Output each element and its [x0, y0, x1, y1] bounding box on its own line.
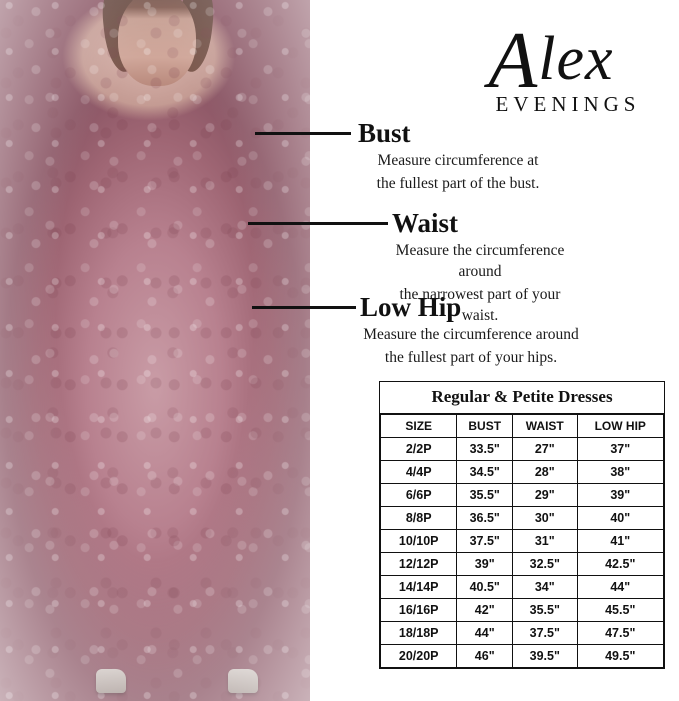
table-cell: 47.5": [577, 622, 664, 645]
table-cell: 14/14P: [381, 576, 457, 599]
brand-logo: [433, 17, 669, 117]
table-cell: 44": [457, 622, 513, 645]
table-row: [381, 507, 664, 530]
table-cell: 42": [457, 599, 513, 622]
table-row: [381, 645, 664, 668]
callout-bust-line1: Measure circumference at: [377, 152, 539, 169]
table-row: [381, 553, 664, 576]
table-cell: 40": [577, 507, 664, 530]
table-cell: 16/16P: [381, 599, 457, 622]
table-cell: 38": [577, 461, 664, 484]
leader-line-low-hip: [252, 306, 356, 309]
table-cell: 44": [577, 576, 664, 599]
table-cell: 4/4P: [381, 461, 457, 484]
table-cell: 10/10P: [381, 530, 457, 553]
shoe-left: [96, 669, 126, 693]
table-cell: 6/6P: [381, 484, 457, 507]
table-row: [381, 530, 664, 553]
table-row: [381, 576, 664, 599]
table-cell: 35.5": [513, 599, 577, 622]
brand-name-rest: lex: [538, 25, 614, 93]
callout-bust: [258, 118, 558, 194]
table-cell: 37.5": [457, 530, 513, 553]
brand-initial: A: [488, 17, 539, 105]
callout-low-hip-title: Low Hip: [360, 292, 462, 322]
table-header-row: [381, 415, 664, 438]
table-cell: 33.5": [457, 438, 513, 461]
table-cell: 40.5": [457, 576, 513, 599]
size-chart-table: [380, 414, 664, 668]
callout-low-hip-text: [360, 292, 582, 368]
table-col-header: WAIST: [513, 415, 577, 438]
callout-bust-line2: the fullest part of the bust.: [376, 175, 540, 192]
size-chart: [379, 381, 665, 669]
table-row: [381, 438, 664, 461]
table-cell: 32.5": [513, 553, 577, 576]
table-cell: 39": [457, 553, 513, 576]
callout-waist-title: Waist: [392, 208, 459, 238]
table-cell: 41": [577, 530, 664, 553]
table-cell: 27": [513, 438, 577, 461]
callout-waist-line1: Measure the circumference around: [395, 242, 565, 280]
leader-line-bust: [255, 132, 351, 135]
table-col-header: BUST: [457, 415, 513, 438]
table-cell: 29": [513, 484, 577, 507]
table-cell: 49.5": [577, 645, 664, 668]
table-cell: 37": [577, 438, 664, 461]
table-cell: 34": [513, 576, 577, 599]
callout-waist-line2: the narrowest part of your waist.: [399, 286, 561, 324]
table-cell: 30": [513, 507, 577, 530]
table-col-header: LOW HIP: [577, 415, 664, 438]
callout-low-hip: [252, 292, 582, 368]
table-cell: 36.5": [457, 507, 513, 530]
table-row: [381, 461, 664, 484]
table-cell: 2/2P: [381, 438, 457, 461]
table-cell: 37.5": [513, 622, 577, 645]
callout-bust-title: Bust: [358, 118, 411, 148]
table-cell: 39": [577, 484, 664, 507]
table-col-header: SIZE: [381, 415, 457, 438]
table-cell: 39.5": [513, 645, 577, 668]
brand-subtitle: EVENINGS: [495, 92, 641, 116]
leader-line-waist: [248, 222, 388, 225]
table-cell: 46": [457, 645, 513, 668]
callout-low-hip-line1: Measure the circumference around: [363, 326, 579, 343]
shoe-right: [228, 669, 258, 693]
table-row: [381, 622, 664, 645]
table-cell: 20/20P: [381, 645, 457, 668]
table-cell: 35.5": [457, 484, 513, 507]
table-cell: 42.5": [577, 553, 664, 576]
table-cell: 45.5": [577, 599, 664, 622]
size-chart-title: Regular & Petite Dresses: [380, 382, 664, 414]
table-cell: 34.5": [457, 461, 513, 484]
table-cell: 8/8P: [381, 507, 457, 530]
table-row: [381, 484, 664, 507]
callout-low-hip-line2: the fullest part of your hips.: [384, 349, 558, 366]
table-cell: 28": [513, 461, 577, 484]
table-cell: 18/18P: [381, 622, 457, 645]
table-cell: 12/12P: [381, 553, 457, 576]
table-cell: 31": [513, 530, 577, 553]
callout-bust-text: [358, 118, 558, 194]
table-row: [381, 599, 664, 622]
